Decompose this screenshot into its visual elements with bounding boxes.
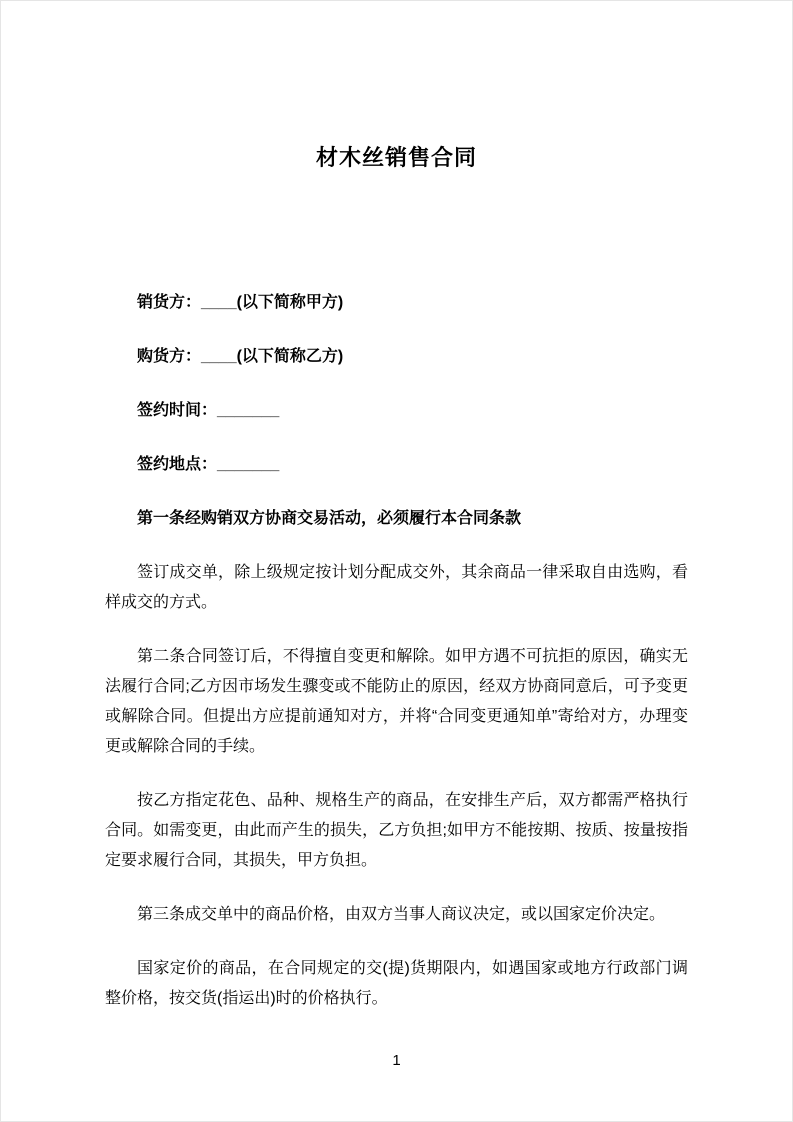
paragraph: 签订成交单，除上级规定按计划分配成交外，其余商品一律采取自由选购，看样成交的方式。 [105, 564, 688, 611]
paragraph: 签约地点：_______ [137, 456, 280, 473]
paragraph: 第二条合同签订后，不得擅自变更和解除。如甲方遇不可抗拒的原因，确实无法履行合同;乙方因市场发生骤变或不能防止的原因，经双方协商同意后，可予变更或解除合同。但提出方应提前通知对方，并将“合同变更通知单”寄给对方，办理变更或解除合同的手续。 [105, 648, 688, 755]
document-body [1, 288, 792, 1014]
paragraph: 按乙方指定花色、品种、规格生产的商品，在安排生产后，双方都需严格执行合同。如需变更，由此而产生的损失，乙方负担;如甲方不能按期、按质、按量按指定要求履行合同，其损失，甲方负担。 [105, 792, 688, 869]
paragraph: 购货方：____(以下简称乙方) [137, 348, 344, 365]
paragraph: 销货方：____(以下简称甲方) [137, 294, 344, 311]
page-title: 材木丝销售合同 [315, 145, 477, 170]
paragraph: 第一条经购销双方协商交易活动，必须履行本合同条款 [137, 510, 522, 527]
page-number: 1 [392, 1052, 401, 1069]
paragraph: 国家定价的商品，在合同规定的交(提)货期限内，如遇国家或地方行政部门调整价格，按交货(指运出)时的价格执行。 [105, 960, 688, 1007]
paragraph: 签约时间：_______ [137, 402, 280, 419]
paragraph: 第三条成交单中的商品价格，由双方当事人商议决定，或以国家定价决定。 [137, 906, 666, 923]
